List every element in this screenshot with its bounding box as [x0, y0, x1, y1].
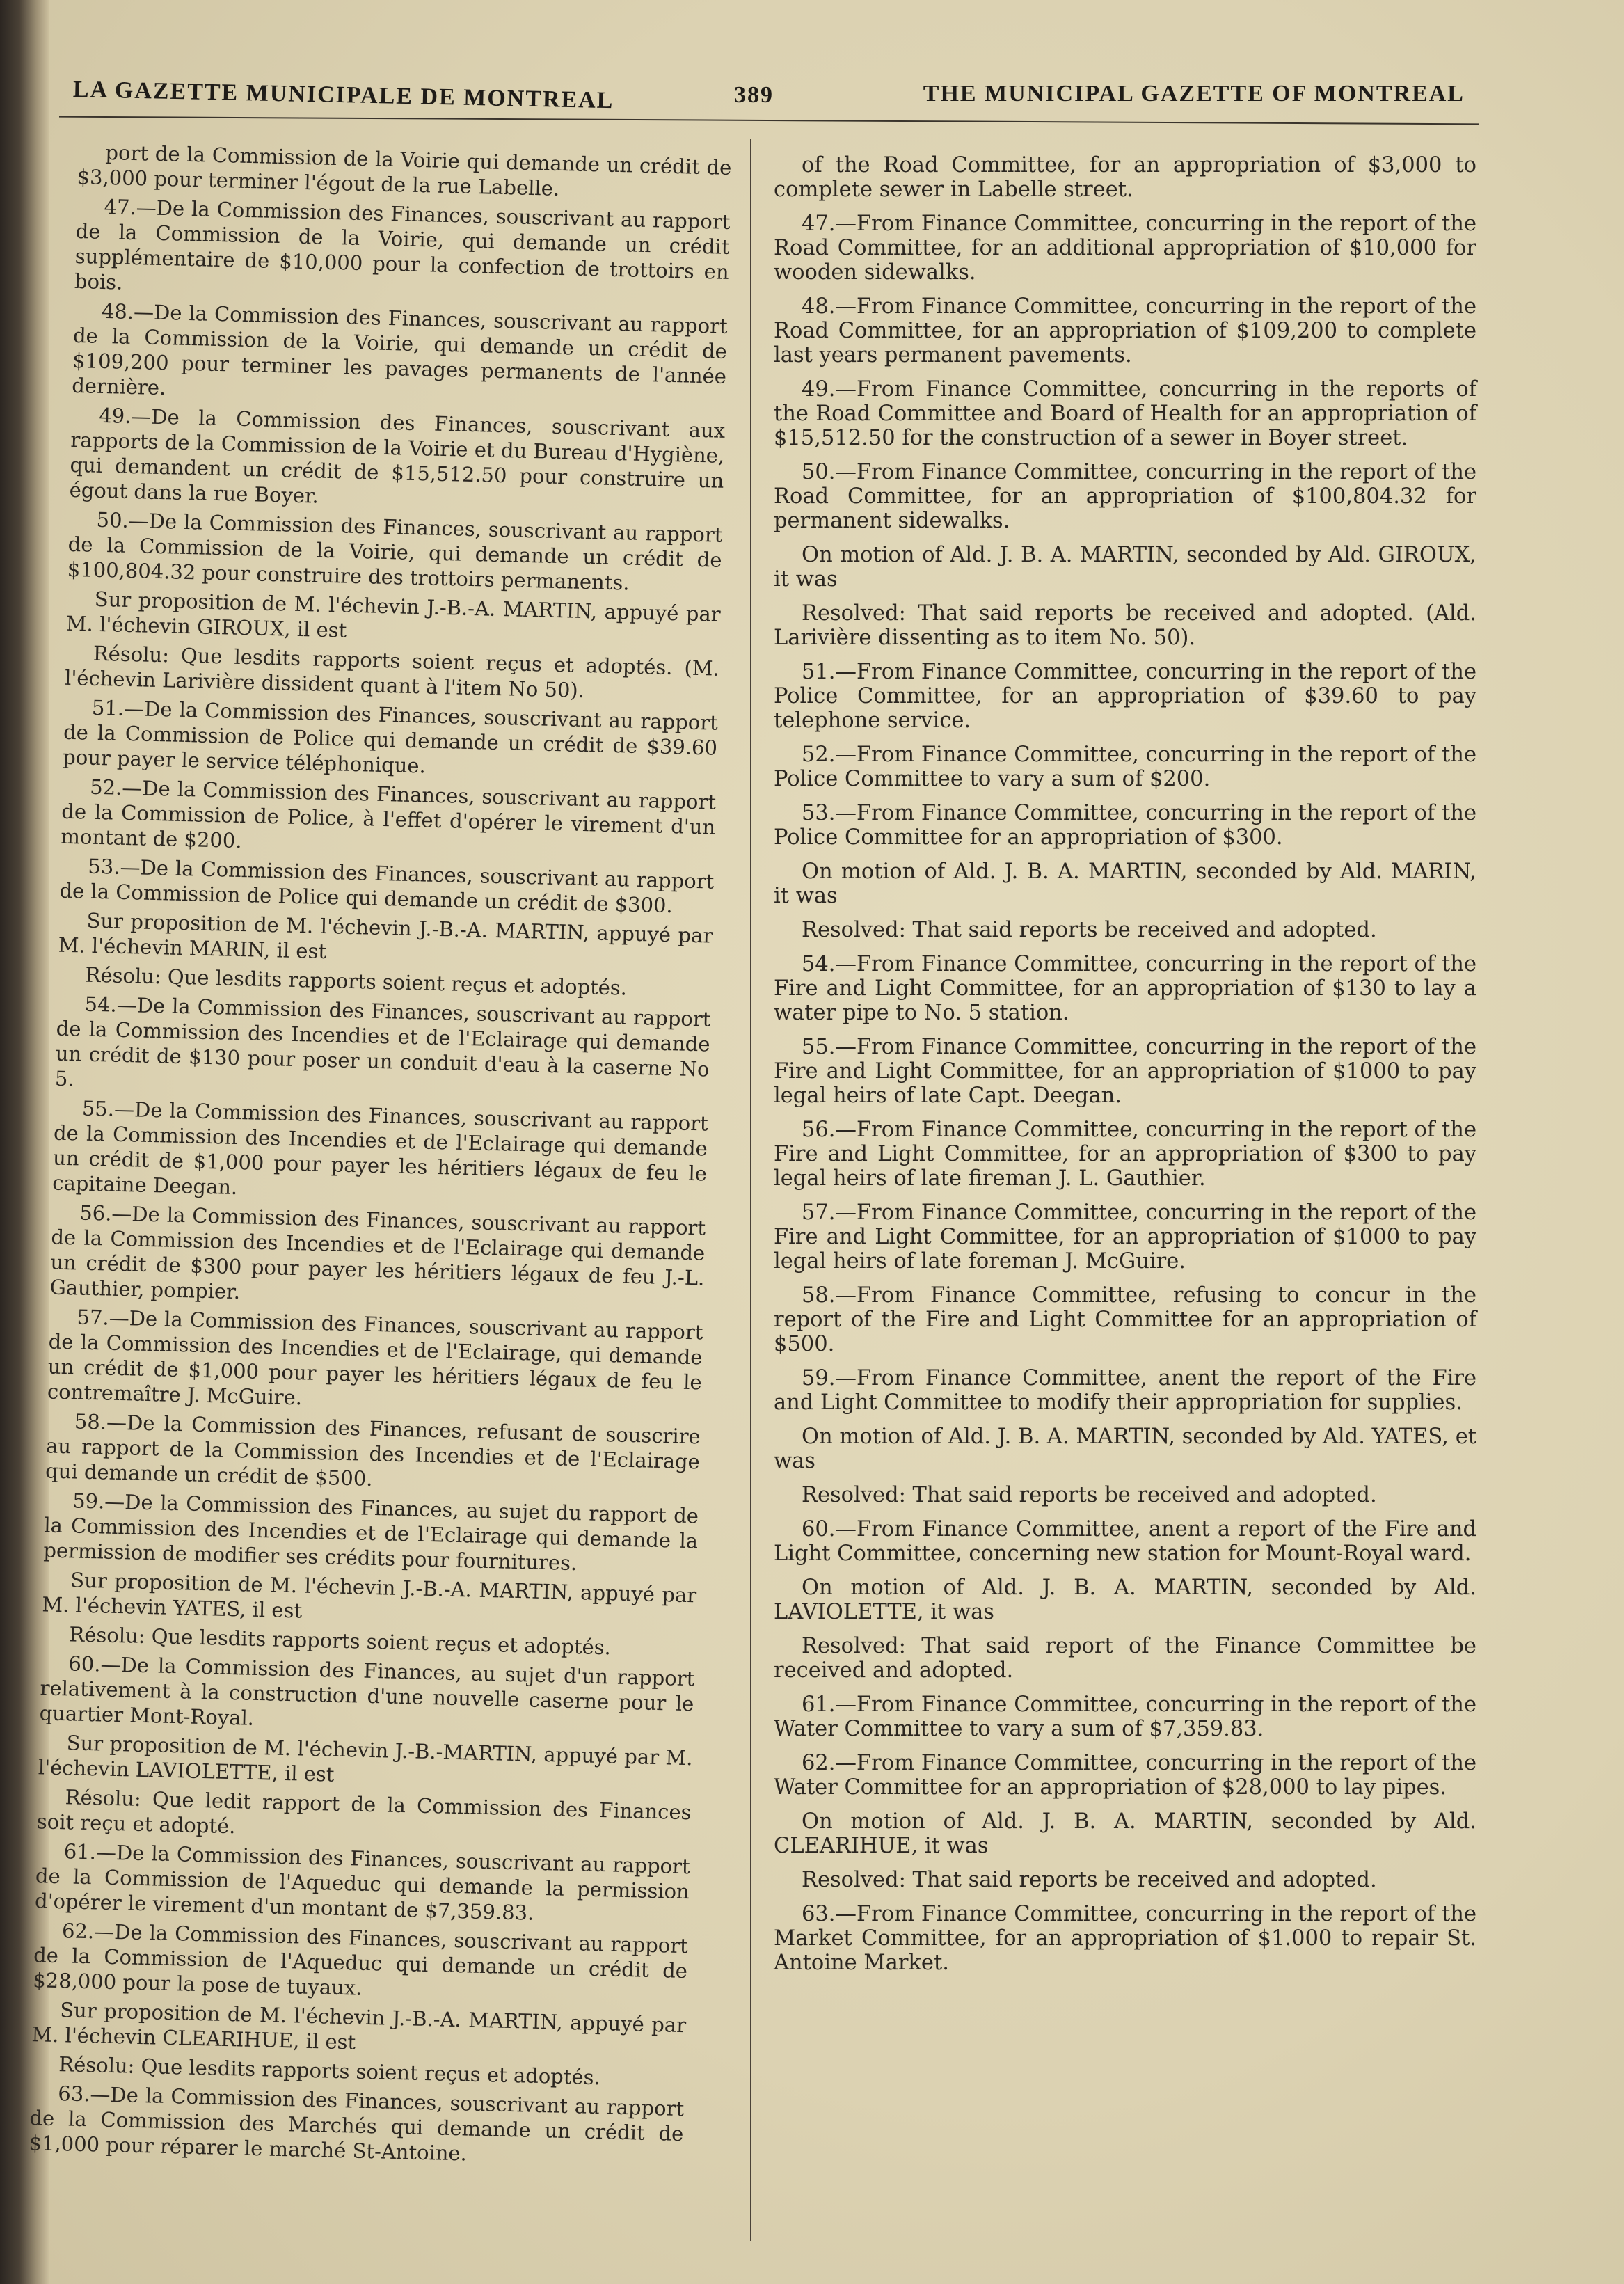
english-paragraph: On motion of Ald. J. B. A. MARTIN, seconded by Ald. YATES, et was	[774, 1425, 1476, 1473]
french-paragraph: Sur proposition de M. l'échevin J.-B.-A. MARTIN, appuyé par M. l'échevin GIROUX, il est	[65, 587, 722, 642]
french-paragraph: Sur proposition de M. l'échevin J.-B.-A. MARTIN, appuyé par M. l'échevin MARIN, il est	[58, 908, 713, 964]
french-paragraph: 51.—De la Commission des Finances, souscrivant au rapport de la Commission de Police qui demande un crédit de $39.60 pour payer le service téléphonique.	[62, 695, 719, 778]
french-paragraph: Sur proposition de M. l'échevin J.-B.-A. MARTIN, appuyé par M. l'échevin YATES, il est	[42, 1568, 697, 1623]
english-paragraph: 54.—From Finance Committee, concurring in the report of the Fire and Light Committee, for an appropriation of $130 to lay a water pipe to No. 5 station.	[774, 952, 1476, 1025]
page-number: 389	[734, 82, 774, 108]
french-paragraph: 49.—De la Commission des Finances, souscrivant aux rapports de la Commission de la Voirie et du Bureau d'Hygiène, qui demandent un crédit de $15,512.50 pour construire un égout dans la rue Boyer.	[69, 403, 726, 508]
french-paragraph: 60.—De la Commission des Finances, au sujet d'un rapport relativement à la construction d'une nouvelle caserne pour le quartier Mont-Royal.	[39, 1651, 695, 1730]
header-english-title: THE MUNICIPAL GAZETTE OF MONTREAL	[923, 81, 1465, 106]
english-paragraph: 49.—From Finance Committee, concurring in the reports of the Road Committee and Board of Health for an appropriation of $15,512.50 for the construction of a sewer in Boyer street.	[774, 377, 1476, 450]
english-paragraph: On motion of Ald. J. B. A. MARTIN, seconded by Ald. MARIN, it was	[774, 859, 1476, 908]
french-paragraph: Résolu: Que ledit rapport de la Commission des Finances soit reçu et adopté.	[36, 1785, 692, 1839]
english-paragraph: 60.—From Finance Committee, anent a report of the Fire and Light Committee, concerning new station for Mount-Royal ward.	[774, 1517, 1476, 1566]
french-paragraph: 53.—De la Commission des Finances, souscrivant au rapport de la Commission de Police qui demande un crédit de $300.	[59, 854, 715, 918]
french-paragraph: 57.—De la Commission des Finances, souscrivant au rapport de la Commission des Incendies et de l'Eclairage, qui demande un crédit de $1,000 pour payer les héritiers légaux de feu le contremaître J. McGuire.	[47, 1305, 703, 1410]
english-paragraph: On motion of Ald. J. B. A. MARTIN, seconded by Ald. GIROUX, it was	[774, 543, 1476, 592]
english-paragraph: 59.—From Finance Committee, anent the report of the Fire and Light Committee to modify their appropriation for supplies.	[774, 1366, 1476, 1415]
french-paragraph: Résolu: Que lesdits rapports soient reçus et adoptés. (M. l'échevin Larivière dissident quant à l'item No 50).	[64, 641, 720, 703]
english-paragraph: 52.—From Finance Committee, concurring in the report of the Police Committee to vary a sum of $200.	[774, 743, 1476, 791]
english-paragraph: 58.—From Finance Committee, refusing to concur in the report of the Fire and Light Committee for an appropriation of $500.	[774, 1283, 1476, 1356]
english-paragraph: Resolved: That said reports be received and adopted.	[802, 1868, 1377, 1892]
french-paragraph: Résolu: Que lesdits rapports soient reçus et adoptés.	[58, 2052, 601, 2090]
page-header	[73, 77, 1465, 118]
english-paragraph: Resolved: That said reports be received and adopted.	[802, 918, 1377, 942]
english-column	[774, 153, 1476, 1985]
french-column	[29, 139, 732, 2175]
french-paragraph: 62.—De la Commission des Finances, souscrivant au rapport de la Commission de l'Aqueduc qui demande un crédit de $28,000 pour la pose de tuyaux.	[32, 1919, 689, 2000]
english-paragraph: 61.—From Finance Committee, concurring in the report of the Water Committee to vary a sum of $7,359.83.	[774, 1692, 1476, 1741]
french-paragraph: 47.—De la Commission des Finances, souscrivant au rapport de la Commission de la Voirie, qui demande un crédit supplémentaire de $10,000 pour la confection de trottoirs en bois.	[74, 194, 731, 294]
french-paragraph: 58.—De la Commission des Finances, refusant de souscrire au rapport de la Commission des Incendies et de l'Eclairage qui demande un crédit de $500.	[45, 1409, 701, 1491]
english-paragraph: 62.—From Finance Committee, concurring in the report of the Water Committee for an appropriation of $28,000 to lay pipes.	[774, 1751, 1476, 1800]
english-paragraph: of the Road Committee, for an appropriation of $3,000 to complete sewer in Labelle street.	[774, 153, 1476, 202]
english-paragraph: 53.—From Finance Committee, concurring in the report of the Police Committee for an appropriation of $300.	[774, 801, 1476, 850]
french-paragraph: port de la Commission de la Voirie qui demande un crédit de $3,000 pour terminer l'égout de la rue Labelle.	[77, 140, 732, 200]
english-paragraph: Resolved: That said reports be received and adopted. (Ald. Larivière dissenting as to item No. 50).	[774, 601, 1476, 650]
english-paragraph: 50.—From Finance Committee, concurring in the report of the Road Committee, for an appropriation of $100,804.32 for permanent sidewalks.	[774, 460, 1476, 533]
french-paragraph: 50.—De la Commission des Finances, souscrivant au rapport de la Commission de la Voirie, qui demande un crédit de $100,804.32 pour construire des trottoirs permanents.	[67, 507, 723, 595]
french-paragraph: 55.—De la Commission des Finances, souscrivant au rapport de la Commission des Incendies et de l'Eclairage qui demande un crédit de $1,000 pour payer les héritiers légaux de feu le capitaine Deegan.	[51, 1096, 709, 1200]
french-paragraph: 52.—De la Commission des Finances, souscrivant au rapport de la Commission de Police, à l'effet d'opérer le virement d'un montant de $200.	[61, 775, 717, 853]
french-paragraph: 61.—De la Commission des Finances, souscrivant au rapport de la Commission de l'Aqueduc qui demande la permission d'opérer le virement d'un montant de $7,359.83.	[34, 1839, 691, 1925]
english-paragraph: 63.—From Finance Committee, concurring in the report of the Market Committee, for an appropriation of $1.000 to repair St. Antoine Market.	[774, 1902, 1476, 1975]
english-paragraph: 56.—From Finance Committee, concurring in the report of the Fire and Light Committee, for an appropriation of $300 to pay legal heirs of late fireman J. L. Gauthier.	[774, 1118, 1476, 1191]
french-paragraph: 48.—De la Commission des Finances, souscrivant au rapport de la Commission de la Voirie, qui demande un crédit de $109,200 pour terminer les pavages permanents de l'année dernière.	[71, 299, 729, 400]
french-paragraph: Sur proposition de M. l'échevin J.-B.-MARTIN, appuyé par M. l'échevin LAVIOLETTE, il est	[38, 1731, 693, 1786]
english-paragraph: 47.—From Finance Committee, concurring in the report of the Road Committee, for an additional appropriation of $10,000 for wooden sidewalks.	[774, 212, 1476, 285]
french-paragraph: 54.—De la Commission des Finances, souscrivant au rapport de la Commission des Incendies et de l'Eclairage qui demande un crédit de $130 pour poser un conduit d'eau à la caserne No 5.	[54, 992, 711, 1091]
english-paragraph: 55.—From Finance Committee, concurring in the report of the Fire and Light Committee, for an appropriation of $1000 to pay legal heirs of late Capt. Deegan.	[774, 1035, 1476, 1108]
french-paragraph: Résolu: Que lesdits rapports soient reçus et adoptés.	[85, 962, 628, 1000]
header-french-title: LA GAZETTE MUNICIPALE DE MONTREAL	[72, 77, 614, 114]
french-paragraph: Sur proposition de M. l'échevin J.-B.-A. MARTIN, appuyé par M. l'échevin CLEARIHUE, il est	[31, 1998, 687, 2054]
french-paragraph: 59.—De la Commission des Finances, au sujet du rapport de la Commission des Incendies et de l'Eclairage qui demande la permission de modifier ses crédits pour fournitures.	[43, 1489, 699, 1576]
english-paragraph: 51.—From Finance Committee, concurring in the report of the Police Committee, for an appropriation of $39.60 to pay telephone service.	[774, 660, 1476, 733]
english-paragraph: On motion of Ald. J. B. A. MARTIN, seconded by Ald. CLEARIHUE, it was	[774, 1809, 1476, 1858]
english-paragraph: Resolved: That said reports be received and adopted.	[802, 1483, 1377, 1507]
french-paragraph: 63.—De la Commission des Finances, souscrivant au rapport de la Commission des Marchés qui demande un crédit de $1,000 pour réparer le marché St-Antoine.	[29, 2081, 685, 2166]
english-paragraph: On motion of Ald. J. B. A. MARTIN, seconded by Ald. LAVIOLETTE, it was	[774, 1576, 1476, 1624]
french-paragraph: Résolu: Que lesdits rapports soient reçus et adoptés.	[69, 1622, 612, 1660]
english-paragraph: 48.—From Finance Committee, concurring in the report of the Road Committee, for an appropriation of $109,200 to complete last years permanent pavements.	[774, 294, 1476, 367]
french-paragraph: 56.—De la Commission des Finances, souscrivant au rapport de la Commission des Incendies et de l'Eclairage qui demande un crédit de $300 pour payer les héritiers légaux de feu J.-L. Gauthier, pompier.	[49, 1200, 706, 1304]
column-divider	[750, 139, 751, 2241]
english-paragraph: Resolved: That said report of the Finance Committee be received and adopted.	[774, 1634, 1476, 1683]
english-paragraph: 57.—From Finance Committee, concurring in the report of the Fire and Light Committee, for an appropriation of $1000 to pay legal heirs of late foreman J. McGuire.	[774, 1200, 1476, 1274]
